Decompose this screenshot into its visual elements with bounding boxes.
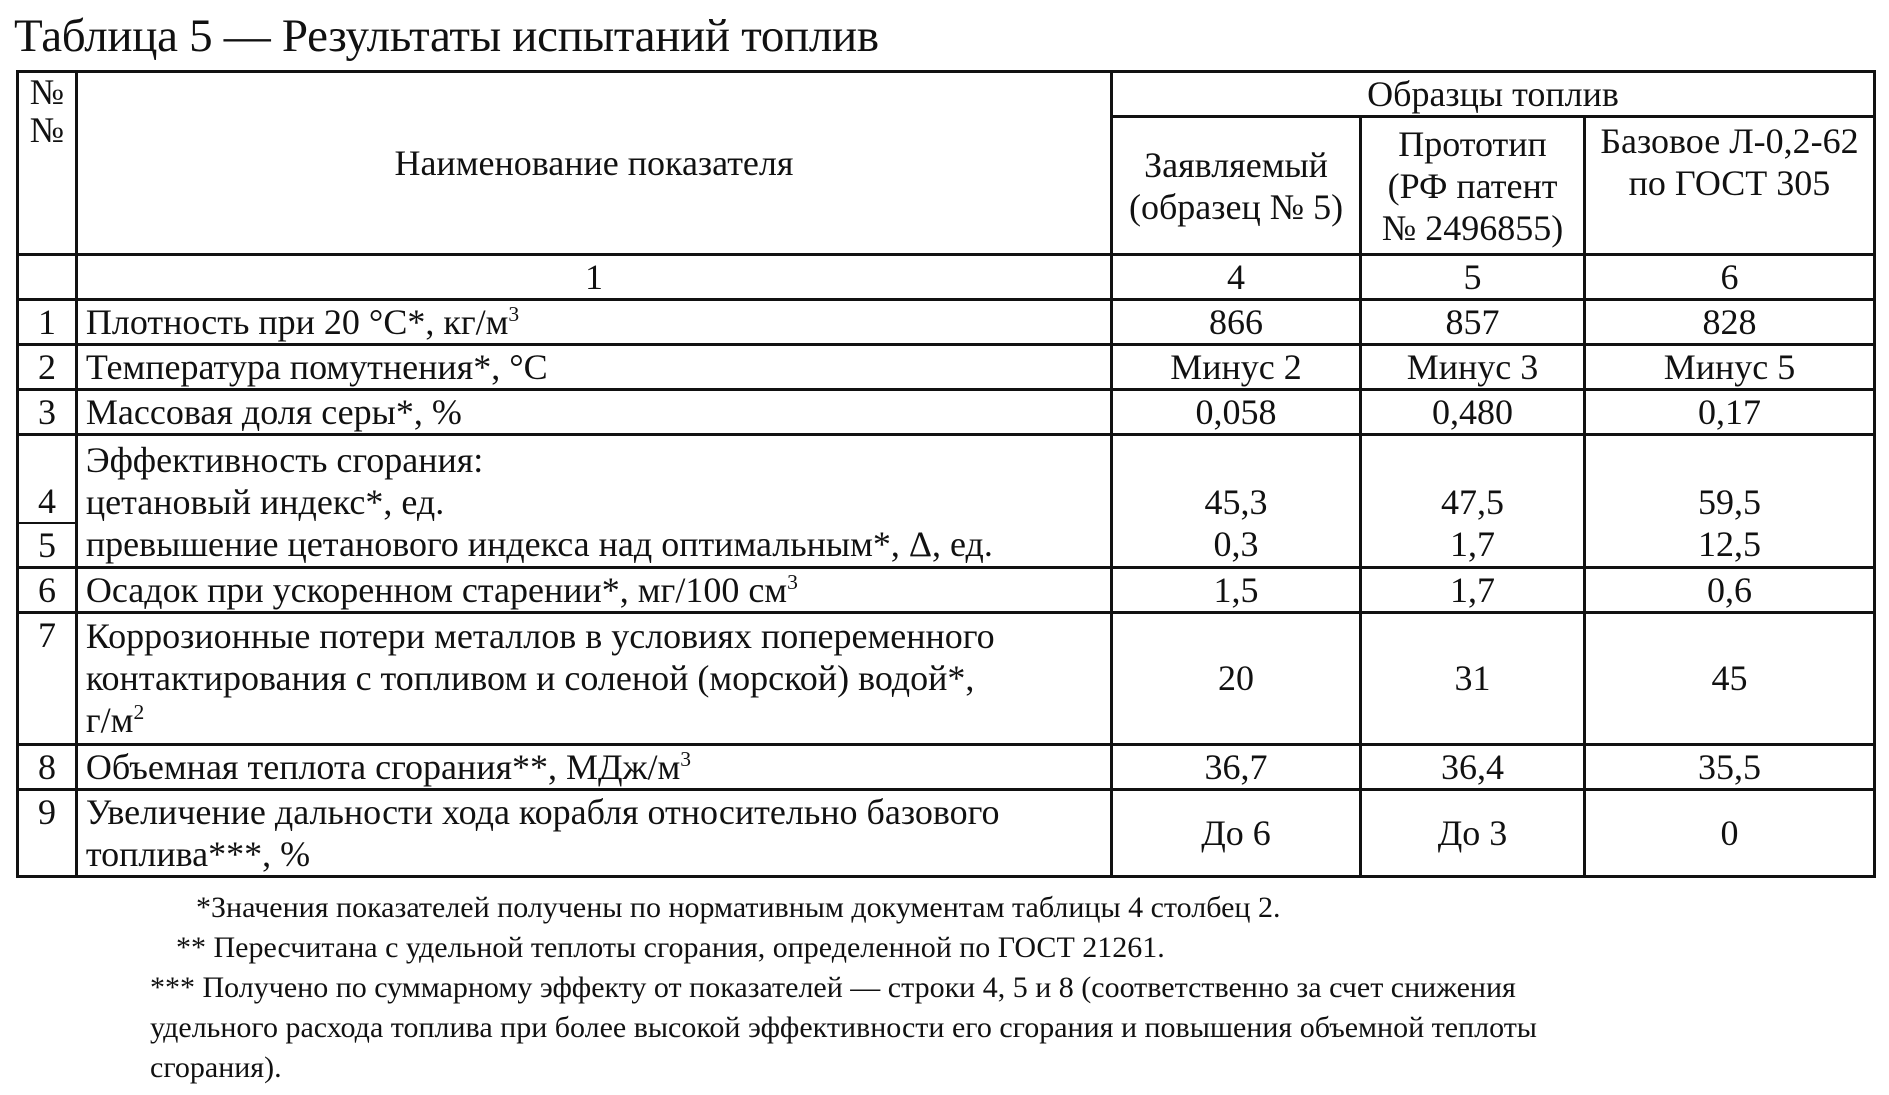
row-value-sample-2: 1,7 <box>1361 567 1585 612</box>
row-value-sample-2 <box>1361 435 1585 523</box>
row-name <box>76 744 1111 789</box>
row-value-sample-3: 45 <box>1584 612 1874 744</box>
row-value-sample-1: 0,3 <box>1112 523 1361 568</box>
row-name: превышение цетанового индекса над оптимальным*, Δ, ед. <box>76 523 1111 568</box>
header-group-cell: Образцы топлив <box>1112 72 1875 117</box>
row-name <box>76 789 1111 876</box>
row-value-sample-3: Минус 5 <box>1584 345 1874 390</box>
row-name-superscript: 2 <box>133 700 145 724</box>
row-name-line: контактирования с топливом и соленой (морской) водой*, <box>85 658 975 698</box>
row-name <box>76 435 1111 523</box>
row-name <box>76 567 1111 612</box>
row-value-sample-2: 857 <box>1361 300 1585 345</box>
row-name-superscript: 3 <box>508 302 520 326</box>
row-value-sample-2: Минус 3 <box>1361 345 1585 390</box>
footnote-2: ** Пересчитана с удельной теплоты сгорания, определенной по ГОСТ 21261. <box>176 931 1165 964</box>
row-name-line: г/м <box>85 700 134 740</box>
row-value-text: 47,5 <box>1441 481 1505 522</box>
footnote-3-line: *** Получено по суммарному эффекту от показателей — строки 4, 5 и 8 (соответственно за счет снижения <box>150 971 1516 1004</box>
header-sample-1-line: Заявляемый <box>1144 144 1328 185</box>
header-num-label: № <box>29 110 65 150</box>
row-value-sample-2: 0,480 <box>1361 390 1585 435</box>
row-value-sample-3: 828 <box>1584 300 1874 345</box>
row-name-line: Увеличение дальности хода корабля относительно базового <box>85 791 1000 832</box>
table-row <box>18 435 1875 523</box>
row-name-superscript: 3 <box>680 746 692 771</box>
column-number-row <box>18 255 1875 300</box>
row-value-sample-3: 0,6 <box>1584 567 1874 612</box>
row-name-text: Плотность при 20 °С*, кг/м <box>85 302 509 342</box>
row-name-line: топлива***, % <box>85 833 311 874</box>
row-value-sample-2: 1,7 <box>1361 523 1585 568</box>
results-table <box>16 70 1876 878</box>
row-value-sample-3: 12,5 <box>1584 523 1874 568</box>
header-sample-1 <box>1112 117 1361 255</box>
row-name: Массовая доля серы*, % <box>76 390 1111 435</box>
row-value-sample-1: 36,7 <box>1112 744 1361 789</box>
row-value-sample-3: 0,17 <box>1584 390 1874 435</box>
table-row <box>18 789 1875 876</box>
row-value-sample-3 <box>1584 435 1874 523</box>
header-sample-3-line: Базовое Л-0,2-62 <box>1600 121 1859 161</box>
row-name <box>76 300 1111 345</box>
row-name-text: Объемная теплота сгорания**, МДж/м <box>85 746 681 787</box>
row-number: 2 <box>18 345 77 390</box>
row-number: 5 <box>18 523 77 568</box>
table-row <box>18 744 1875 789</box>
header-sample-2 <box>1361 117 1585 255</box>
row-value-sample-1: 20 <box>1112 612 1361 744</box>
row-number: 9 <box>18 789 77 876</box>
row-name-superscript: 3 <box>787 569 798 594</box>
row-name-text: цетановый индекс*, ед. <box>85 481 445 522</box>
table-row <box>18 567 1875 612</box>
row-value-sample-1: Минус 2 <box>1112 345 1361 390</box>
row-name <box>76 612 1111 744</box>
row-number: 1 <box>18 300 77 345</box>
row-value-sample-2: 31 <box>1361 612 1585 744</box>
table-row <box>18 300 1875 345</box>
row-number: 7 <box>18 612 77 744</box>
header-num-cell <box>18 72 77 255</box>
table-row <box>18 523 1875 568</box>
row-group-heading: Эффективность сгорания: <box>85 439 484 480</box>
row-number-text: 4 <box>37 480 56 521</box>
table-row <box>18 345 1875 390</box>
row-name-text: Осадок при ускоренном старении*, мг/100 см <box>85 569 788 610</box>
row-name: Температура помутнения*, °С <box>76 345 1111 390</box>
table-title: Таблица 5 — Результаты испытаний топлив <box>14 10 879 62</box>
header-sample-2-line: (РФ патент <box>1387 165 1558 206</box>
table-row <box>18 612 1875 744</box>
row-value-sample-1 <box>1112 435 1361 523</box>
row-number: 6 <box>18 567 77 612</box>
row-value-text: 59,5 <box>1697 481 1761 522</box>
column-number-empty <box>18 255 77 300</box>
footnote-1: *Значения показателей получены по нормативным документам таблицы 4 столбец 2. <box>196 891 1281 924</box>
header-sample-2-line: Прототип <box>1398 123 1547 164</box>
row-number <box>18 435 77 523</box>
row-name-line: Коррозионные потери металлов в условиях попеременного <box>85 616 995 656</box>
row-value-sample-3: 35,5 <box>1584 744 1874 789</box>
header-sample-3-line: по ГОСТ 305 <box>1628 163 1831 203</box>
column-number: 4 <box>1112 255 1361 300</box>
row-value-sample-1: 0,058 <box>1112 390 1361 435</box>
footnote-3-line: сгорания). <box>150 1051 282 1084</box>
row-value-text: 45,3 <box>1204 481 1268 522</box>
row-value-sample-1: До 6 <box>1112 789 1361 876</box>
column-number: 6 <box>1584 255 1874 300</box>
row-value-sample-2: 36,4 <box>1361 744 1585 789</box>
row-value-sample-2: До 3 <box>1361 789 1585 876</box>
row-value-sample-3: 0 <box>1584 789 1874 876</box>
footnotes <box>150 888 1870 1088</box>
row-value-sample-1: 1,5 <box>1112 567 1361 612</box>
row-number: 3 <box>18 390 77 435</box>
column-number: 5 <box>1361 255 1585 300</box>
header-sample-1-line: (образец № 5) <box>1128 186 1344 227</box>
header-name-cell: Наименование показателя <box>76 72 1111 255</box>
footnote-3-line: удельного расхода топлива при более высокой эффективности его сгорания и повышения объемной теплоты <box>150 1011 1537 1044</box>
header-sample-3 <box>1584 117 1874 255</box>
header-sample-2-line: № 2496855) <box>1381 207 1564 248</box>
header-num-label: № <box>29 72 65 112</box>
header-row-1 <box>18 72 1875 117</box>
row-value-sample-1: 866 <box>1112 300 1361 345</box>
table-row <box>18 390 1875 435</box>
row-number: 8 <box>18 744 77 789</box>
column-number: 1 <box>76 255 1111 300</box>
